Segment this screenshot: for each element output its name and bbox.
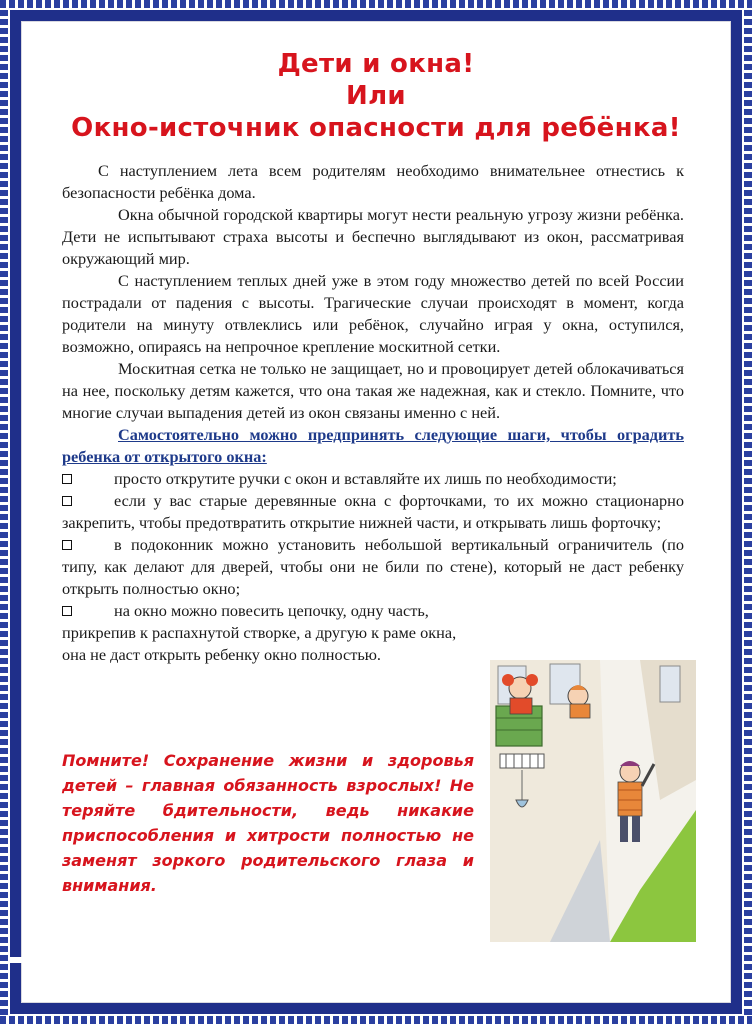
- checkbox-bullet-icon: [62, 474, 72, 484]
- list-item-text: в подоконник можно установить небольшой вертикальный ограничитель (по типу, как делают для дверей, чтобы они не били по стене), который не даст ребенку открыть полностью окно;: [62, 535, 684, 598]
- scan-smudge: [8, 957, 52, 963]
- page-title: [24, 48, 728, 144]
- list-item: [62, 468, 684, 490]
- checkbox-bullet-icon: [62, 606, 72, 616]
- checkbox-bullet-icon: [62, 496, 72, 506]
- list-item: [62, 600, 474, 666]
- reminder-callout: Помните! Сохранение жизни и здоровья детей – главная обязанность взрослых! Не теряйте бдительности, ведь никакие приспособления и хитрости полностью не заменят зоркого родительского глаза и внимания.: [62, 751, 474, 895]
- paragraph-2: Окна обычной городской квартиры могут нести реальную угрозу жизни ребёнка. Дети не испытывают страха высоты и беспечно выглядывают из окон, рассматривая окружающий мир.: [62, 205, 684, 268]
- title-line-1: Дети и окна!: [277, 49, 475, 79]
- list-item: [62, 490, 684, 534]
- paragraph-3: С наступлением теплых дней уже в этом году множество детей по всей России пострадали от падения с высоты. Трагические случаи происходят в момент, когда родители на минуту отвлеклись или ребёнок, случайно играя у окна, оступился, возможно, опираясь на непрочное крепление москитной сетки.: [62, 271, 684, 356]
- paragraph-4: Москитная сетка не только не защищает, но и провоцирует детей облокачиваться на нее, поскольку детям кажется, что она такая же надежная, как и стекло. Помните, что многие случаи выпадения детей из окон связаны именно с ней.: [62, 359, 684, 422]
- list-item-text: если у вас старые деревянные окна с форточками, то их можно стационарно закрепить, чтобы предотвратить открытие нижней части, и открывать лишь форточку;: [62, 491, 684, 532]
- list-item: [62, 534, 684, 600]
- title-line-2: Или: [346, 81, 406, 111]
- children-at-window-illustration: [490, 660, 696, 942]
- title-line-3: Окно-источник опасности для ребёнка!: [71, 113, 681, 143]
- list-item-text: просто открутите ручки с окон и вставляйте их лишь по необходимости;: [114, 469, 617, 488]
- article-body: [62, 160, 684, 666]
- checkbox-bullet-icon: [62, 540, 72, 550]
- paragraph-1: С наступлением лета всем родителям необходимо внимательнее отнестись к безопасности ребёнка дома.: [62, 161, 684, 202]
- steps-heading: Самостоятельно можно предпринять следующие шаги, чтобы оградить ребенка от открытого окна:: [62, 425, 684, 466]
- list-item-text: на окно можно повесить цепочку, одну часть, прикрепив к распахнутой створке, а другую к раме окна, она не даст открыть ребенку окно полностью.: [62, 601, 457, 664]
